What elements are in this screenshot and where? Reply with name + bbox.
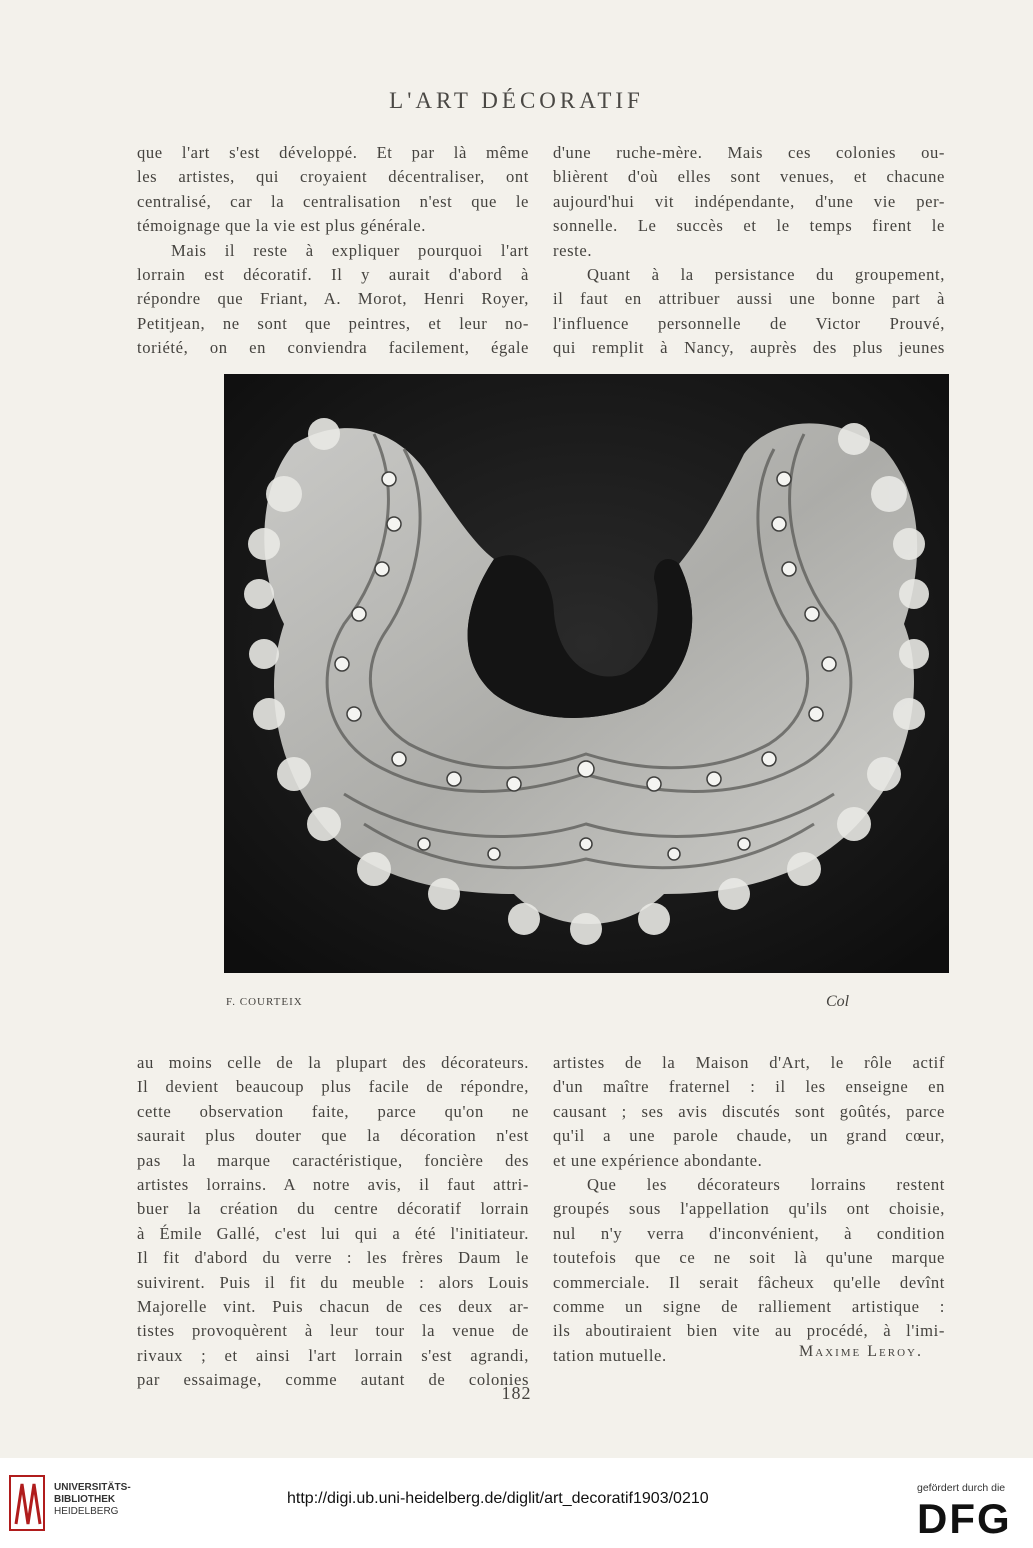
column-top-right xyxy=(553,141,945,361)
text-line: causant ; ses avis discutés sont goûtés, parce xyxy=(553,1101,945,1121)
column-bottom-right xyxy=(553,1051,945,1368)
viewer-footer xyxy=(0,1458,1033,1548)
text-line: d'une ruche-mère. Mais ces colonies ou- xyxy=(553,143,945,162)
text-line: tation mutuelle. xyxy=(553,1345,667,1365)
text-line: sonnelle. Le succès et le temps firent le xyxy=(553,216,945,236)
university-library-logo-icon xyxy=(8,1472,48,1534)
column-top-left xyxy=(137,141,529,361)
library-name-line: HEIDELBERG xyxy=(54,1506,119,1517)
text-line: que l'art s'est développé. Et par là même xyxy=(137,143,529,162)
text-line: buer la création du centre décoratif lorrain xyxy=(137,1199,529,1219)
text-line: lorrain est décoratif. Il y aurait d'abord à xyxy=(137,265,529,285)
text-line: artistes de la Maison d'Art, le rôle actif xyxy=(553,1053,945,1072)
text-line: qui remplit à Nancy, auprès des plus jeunes xyxy=(553,338,945,358)
text-line: témoignage que la vie est plus générale. xyxy=(137,216,426,236)
text-line: suivirent. Puis il fit du meuble : alors Louis xyxy=(137,1272,529,1292)
text-line: aujourd'hui vit indépendante, d'une vie per- xyxy=(553,191,945,211)
text-line: toriété, on en conviendra facilement, égale xyxy=(137,338,529,358)
text-line: commerciale. Il serait fâcheux qu'elle devînt xyxy=(553,1272,945,1292)
running-title: L'ART DÉCORATIF xyxy=(389,88,644,113)
page-number: 182 xyxy=(501,1383,532,1403)
text-line: répondre que Friant, A. Morot, Henri Royer, xyxy=(137,289,529,309)
text-line: à Émile Gallé, c'est lui qui a été l'initiateur. xyxy=(137,1223,529,1243)
library-name xyxy=(54,1482,131,1518)
text-line: groupés sous l'appellation qu'ils ont choisie, xyxy=(553,1199,945,1219)
lace-collar-illustration xyxy=(224,374,949,973)
text-line: par essaimage, comme autant de colonies xyxy=(137,1370,529,1390)
text-line: au moins celle de la plupart des décorateurs. xyxy=(137,1053,529,1072)
text-line: Mais il reste à expliquer pourquoi l'art xyxy=(171,240,529,260)
text-line: Quant à la persistance du groupement, xyxy=(587,265,945,285)
text-line: Que les décorateurs lorrains restent xyxy=(587,1175,945,1195)
text-line: ils aboutiraient bien vite au procédé, à l'imi- xyxy=(553,1321,945,1341)
text-line: centralisé, car la centralisation n'est que le xyxy=(137,191,529,211)
text-line: toutefois que ce ne soit là qu'une marque xyxy=(553,1248,945,1268)
text-line: saurait plus douter que la décoration n'est xyxy=(137,1126,529,1146)
library-name-line: BIBLIOTHEK xyxy=(54,1494,116,1505)
text-line: tistes provoquèrent à leur tour la venue de xyxy=(137,1321,529,1341)
text-line: reste. xyxy=(553,240,593,260)
text-line: rivaux ; et ainsi l'art lorrain s'est agrandi, xyxy=(137,1345,529,1365)
text-line: les artistes, qui croyaient décentraliser, ont xyxy=(137,167,529,187)
text-line: et une expérience abondante. xyxy=(553,1150,763,1170)
text-line: qu'il a une parole chaude, un grand cœur, xyxy=(553,1126,945,1146)
text-line: artistes lorrains. A notre avis, il faut attri- xyxy=(137,1175,529,1195)
author-signature: Maxime Leroy. xyxy=(799,1343,923,1360)
text-line: Il devient beaucoup plus facile de répondre, xyxy=(137,1077,529,1097)
sponsor-label: gefördert durch die xyxy=(917,1482,1006,1494)
dfg-logo: DFG xyxy=(917,1495,1012,1542)
text-line: nul n'y verra d'inconvénient, à condition xyxy=(553,1223,945,1243)
text-line: pas la marque caractéristique, foncière des xyxy=(137,1150,529,1170)
text-line: il faut en attribuer aussi une bonne part à xyxy=(553,289,945,309)
lace-collar-photograph xyxy=(224,374,949,973)
library-name-line: UNIVERSITÄTS- xyxy=(54,1482,131,1493)
text-line: cette observation faite, parce qu'on ne xyxy=(137,1101,529,1121)
text-line: Petitjean, ne sont que peintres, et leur no- xyxy=(137,313,529,333)
text-line: blièrent d'où elles sont venues, et chacune xyxy=(553,167,945,187)
permalink-url[interactable]: http://digi.ub.uni-heidelberg.de/diglit/art_decoratif1903/0210 xyxy=(287,1490,709,1507)
column-bottom-left xyxy=(137,1051,529,1393)
text-line: comme un signe de ralliement artistique : xyxy=(553,1297,945,1317)
figure-credit-artist: F. COURTEIX xyxy=(226,996,303,1008)
figure-caption: Col xyxy=(826,993,850,1010)
text-line: l'influence personnelle de Victor Prouvé, xyxy=(553,313,945,333)
text-line: Il fit d'abord du verre : les frères Daum le xyxy=(137,1248,529,1268)
text-line: d'un maître fraternel : il les enseigne en xyxy=(553,1077,945,1097)
text-line: Majorelle vint. Puis chacun de ces deux ar- xyxy=(137,1297,529,1317)
